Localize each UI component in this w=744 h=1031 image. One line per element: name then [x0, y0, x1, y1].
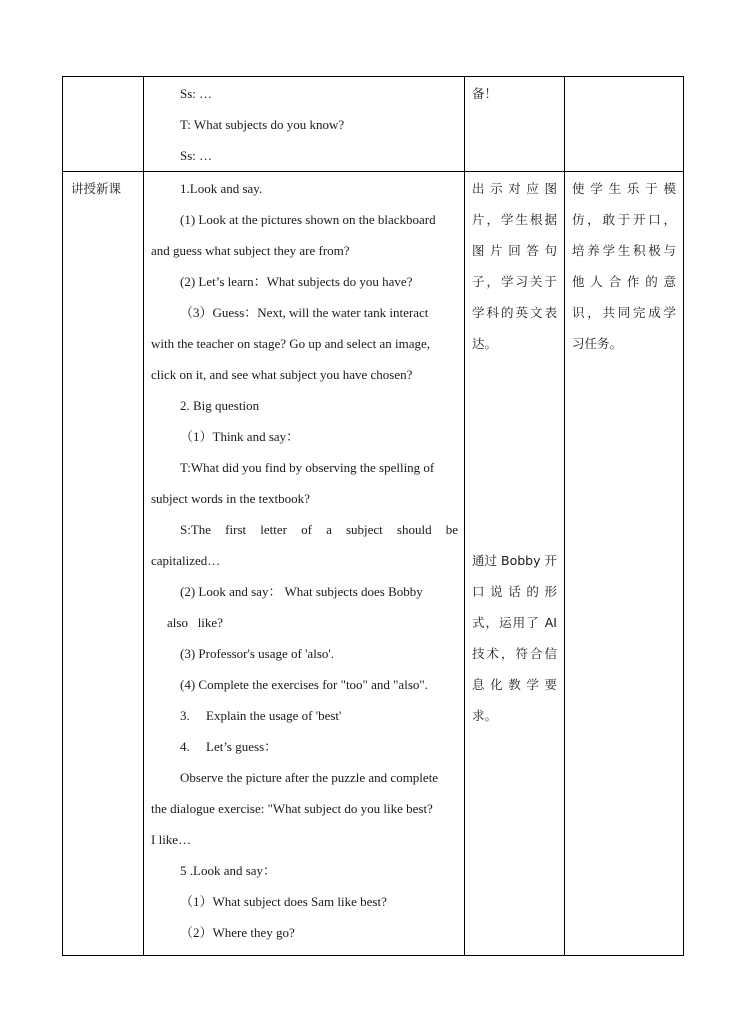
activity-line: S:The first letter of a subject should be [180, 522, 458, 537]
purpose-line: 习任务。 [572, 336, 623, 351]
table-row [63, 172, 684, 956]
design-note-line: 子，学习关于 [472, 274, 557, 289]
activity-line: (2) Let’s learn：What subjects do you have? [180, 274, 413, 289]
activity-line: T:What did you find by observing the spelling of [180, 460, 435, 475]
design-note-line: 备！ [472, 86, 498, 101]
stage-label: 讲授新课 [71, 181, 122, 196]
activity-line: capitalized… [151, 553, 221, 568]
activity-line: 3. Explain the usage of 'best' [180, 708, 342, 723]
activity-line: 2. Big question [180, 398, 260, 413]
purpose-cell [565, 77, 684, 172]
design-note-line: 片，学生根据 [472, 212, 557, 227]
activity-line: （1）What subject does Sam like best? [180, 894, 387, 909]
activity-line: (4) Complete the exercises for "too" and "also". [180, 677, 428, 692]
activity-cell [144, 172, 465, 956]
purpose-line: 识，共同完成学 [572, 305, 676, 320]
dialogue-line: T: What subjects do you know? [180, 117, 345, 132]
design-note-line: 图片回答句 [472, 243, 557, 258]
activity-line: （2）Where they go? [180, 925, 295, 940]
activity-line: (3) Professor's usage of 'also'. [180, 646, 334, 661]
activity-line: I like… [151, 832, 192, 847]
purpose-line: 使学生乐于模 [572, 181, 676, 196]
design-note-line: 求。 [472, 708, 498, 723]
design-note-line: 通过 Bobby 开 [472, 553, 557, 568]
design-note-cell [465, 172, 565, 956]
design-note-line: 技术，符合信 [472, 646, 557, 661]
purpose-line: 仿，敢于开口， [572, 212, 676, 227]
dialogue-line: Ss: … [180, 86, 213, 101]
activity-line: with the teacher on stage? Go up and select an image, [151, 336, 431, 351]
activity-line: (2) Look and say： What subjects does Bobby [180, 584, 423, 599]
design-note-line: 口说话的形 [472, 584, 557, 599]
purpose-cell [565, 172, 684, 956]
design-note-line: 学科的英文表 [472, 305, 557, 320]
activity-line: subject words in the textbook? [151, 491, 310, 506]
lesson-plan-table [62, 76, 684, 956]
activity-line: and guess what subject they are from? [151, 243, 350, 258]
activity-line: Observe the picture after the puzzle and complete [180, 770, 439, 785]
activity-line: （1）Think and say： [180, 429, 300, 444]
design-note-line: 式，运用了 AI [472, 615, 557, 630]
activity-line: click on it, and see what subject you have chosen? [151, 367, 413, 382]
stage-cell [63, 172, 144, 956]
activity-line: 5 .Look and say： [180, 863, 277, 878]
design-note-line: 出示对应图 [472, 181, 557, 196]
stage-cell [63, 77, 144, 172]
purpose-line: 培养学生积极与 [572, 243, 676, 258]
table-row [63, 77, 684, 172]
dialogue-line: Ss: … [180, 148, 213, 163]
activity-line: the dialogue exercise: "What subject do you like best? [151, 801, 433, 816]
purpose-line: 他人合作的意 [572, 274, 676, 289]
design-note-line: 达。 [472, 336, 498, 351]
activity-line: also like? [167, 615, 223, 630]
activity-line: （3）Guess：Next, will the water tank interact [180, 305, 429, 320]
activity-line: 4. Let’s guess： [180, 739, 278, 754]
activity-line: (1) Look at the pictures shown on the blackboard [180, 212, 436, 227]
design-note-cell [465, 77, 565, 172]
activity-line: 1.Look and say. [180, 181, 263, 196]
design-note-line: 息化教学要 [472, 677, 557, 692]
activity-cell [144, 77, 465, 172]
